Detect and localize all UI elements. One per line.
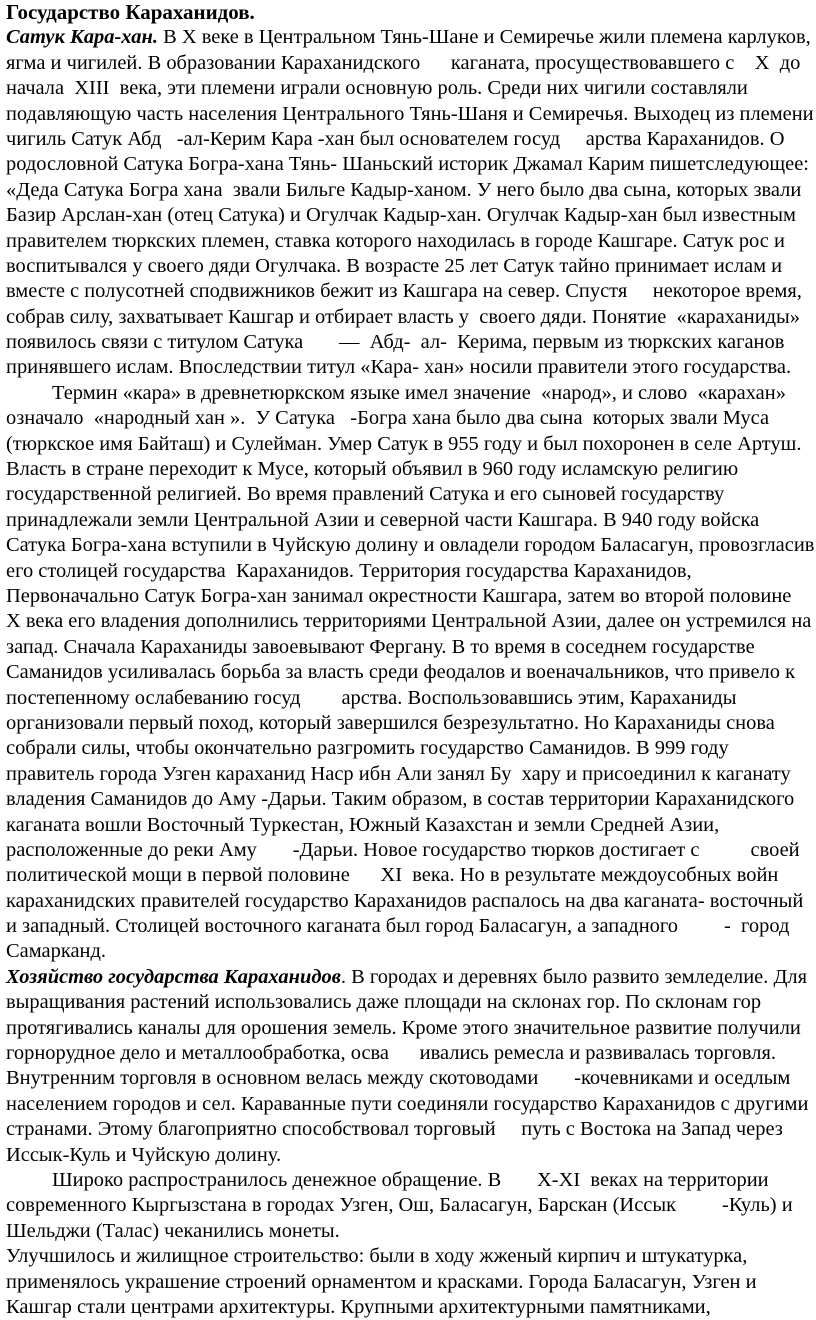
text-line (6, 178, 814, 203)
text-line (6, 1016, 814, 1041)
text-line (6, 889, 814, 914)
text-line (6, 990, 814, 1015)
line-text: собрав силу, захватывает Кашгар и отбирает власть у своего дяди. Понятие «караханиды» (6, 305, 801, 328)
line-text: каганата вошли Восточный Туркестан, Южный Казахстан и земли Средней Азии, (6, 813, 720, 836)
line-text: караханидских правителей государство Караханидов распалось на два каганата- восточный (6, 889, 804, 912)
line-text: появилось связи с титулом Сатука — Абд- ал- Керима, первым из тюркских каганов (6, 331, 785, 354)
text-line (6, 457, 814, 482)
line-text: чигиль Сатук Абд -ал-Керим Кара -хан был основателем госуд арства Караханидов. О (6, 127, 785, 150)
document-body (6, 25, 816, 1320)
line-text: населением городов и сел. Караванные пути соединяли государство Караханидов с другими (6, 1092, 809, 1115)
text-line (6, 482, 814, 507)
text-line (6, 711, 814, 736)
text-line (6, 1244, 814, 1269)
text-line (6, 355, 814, 380)
text-line (6, 736, 814, 761)
line-text: воспитывался у своего дяди Огулчака. В возрасте 25 лет Сатук тайно принимает ислам и (6, 254, 783, 277)
text-line (6, 381, 814, 406)
text-line (6, 51, 814, 76)
text-line (6, 1143, 814, 1168)
line-text: современного Кыргызстана в городах Узген, Ош, Баласагун, Барскан (Иссык -Куль) и (6, 1194, 793, 1217)
text-line (6, 1193, 814, 1218)
section-heading: Хозяйство государства Караханидов (6, 965, 341, 988)
text-line (6, 1219, 814, 1244)
text-line (6, 76, 814, 101)
line-text: протягивались каналы для орошения земель. Кроме этого значительное развитие получили (6, 1016, 801, 1039)
line-text: В X веке в Центральном Тянь-Шане и Семиречье жили племена карлуков, (157, 26, 811, 49)
document-page (6, 0, 816, 1320)
text-line (6, 254, 814, 279)
line-text: Власть в стране переходит к Мусе, который объявил в 960 году исламскую религию (6, 458, 739, 481)
text-line (6, 762, 814, 787)
line-text: принадлежали земли Центральной Азии и северной части Кашгара. В 940 году войска (6, 508, 760, 531)
text-line (6, 330, 814, 355)
text-line (6, 635, 814, 660)
text-line (6, 863, 814, 888)
line-text: Базир Арслан-хан (отец Сатука) и Огулчак Кадыр-хан. Огулчак Кадыр-хан был известным (6, 204, 796, 227)
text-line (6, 432, 814, 457)
line-text: Кашгар стали центрами архитектуры. Крупными архитектурными памятниками, (6, 1295, 711, 1318)
line-text: Улучшилось и жилищное строительство: были в ходу жженый кирпич и штукатурка, (6, 1245, 748, 1268)
line-text: Шельджи (Талас) чеканились монеты. (6, 1219, 340, 1242)
text-line (6, 939, 814, 964)
text-line (6, 1092, 814, 1117)
text-line (6, 127, 814, 152)
document-title: Государство Караханидов. (6, 0, 255, 24)
text-line (6, 508, 814, 533)
text-line (6, 305, 814, 330)
text-line (6, 1066, 814, 1091)
line-text: ягма и чигилей. В образовании Караханидского каганата, просуществовавшего с X до (6, 51, 801, 74)
line-text: означало «народный хан ». У Сатука -Богра хана было два сына которых звали Муса (6, 407, 770, 430)
line-text: постепенному ослабеванию госуд арства. Воспользовавшись этим, Караханиды (6, 686, 737, 709)
text-line (6, 787, 814, 812)
text-line (6, 813, 814, 838)
line-text: Самарканд. (6, 940, 106, 963)
text-line (6, 1270, 814, 1295)
text-line (6, 533, 814, 558)
line-text: начала XIII века, эти племени играли основную роль. Среди них чигили составляли (6, 77, 748, 100)
line-text: Первоначально Сатук Богра-хан занимал окрестности Кашгара, затем во второй половине (6, 584, 792, 607)
text-line (6, 102, 813, 127)
line-text: государственной религией. Во время правлений Сатука и его сыновей государству (6, 483, 725, 506)
line-text: подавляющую часть населения Центрального Тянь-Шаня и Семиречья. Выходец из племени (6, 102, 814, 125)
line-text: горнорудное дело и металлообработка, осва ивались ремесла и развивалась торговля. (6, 1042, 777, 1065)
text-line (6, 965, 814, 990)
text-line (6, 203, 814, 228)
text-line (6, 584, 814, 609)
line-text: Саманидов усиливалась борьба за власть среди феодалов и военачальников, что привело к (6, 661, 796, 684)
line-text: . В городах и деревнях было развито земледелие. Для (340, 965, 808, 988)
line-text: политической мощи в первой половине XI века. Но в результате междоусобных войн (6, 864, 779, 887)
line-text: Широко распространилось денежное обращение. В X-XI веках на территории (6, 1168, 769, 1191)
line-text: Внутренним торговля в основном велась между скотоводами -кочевниками и оседлым (6, 1067, 791, 1090)
text-line (6, 914, 814, 939)
text-line (6, 559, 814, 584)
text-line (6, 1295, 814, 1320)
line-text: правитель города Узген караханид Наср ибн Али занял Бу хару и присоединил к каганату (6, 762, 791, 785)
line-text: (тюркское имя Байташ) и Сулейман. Умер Сатук в 955 году и был похоронен в селе Артуш. (6, 432, 802, 455)
text-line (6, 1117, 814, 1142)
line-text: выращивания растений использовались даже площади на склонах гор. По склонам гор (6, 991, 762, 1014)
text-line (6, 279, 814, 304)
line-text: вместе с полусотней сподвижников бежит из Кашгара на север. Спустя некоторое время, (6, 280, 802, 303)
text-line (6, 660, 814, 685)
line-text: X века его владения дополнились территориями Центральной Азии, далее он устремился на (6, 610, 812, 633)
line-text: применялось украшение строений орнаментом и красками. Города Баласагун, Узген и (6, 1270, 757, 1293)
line-text: запад. Сначала Караханиды завоевывают Фергану. В то время в соседнем государстве (6, 635, 755, 658)
section-heading: Сатук Кара-хан. (6, 26, 158, 49)
text-line (6, 609, 814, 634)
text-line (6, 229, 814, 254)
text-line (6, 1041, 814, 1066)
line-text: Сатука Богра-хана вступили в Чуйскую долину и овладели городом Баласагун, провозгласив (6, 534, 815, 557)
line-text: странами. Этому благоприятно способствовал торговый путь с Востока на Запад через (6, 1118, 783, 1141)
line-text: Термин «кара» в древнетюркском языке имел значение «народ», и слово «карахан» (6, 381, 786, 404)
line-text: Иссык-Куль и Чуйскую долину. (6, 1143, 282, 1166)
line-text: принявшего ислам. Впоследствии титул «Кара- хан» носили правители этого государства. (6, 356, 792, 379)
line-text: владения Саманидов до Аму -Дарьи. Таким образом, в состав территории Караханидского (6, 788, 795, 811)
text-line (6, 838, 814, 863)
text-line (6, 25, 814, 50)
line-text: расположенные до реки Аму -Дарьи. Новое государство тюрков достигает с своей (6, 838, 800, 861)
text-line (6, 1168, 814, 1193)
line-text: правителем тюркских племен, ставка которого находилась в городе Кашгаре. Сатук рос и (6, 229, 785, 252)
line-text: и западный. Столицей восточного каганата был город Баласагун, а западного - город (6, 915, 790, 938)
line-text: «Деда Сатука Богра хана звали Бильге Кадыр-ханом. У него было два сына, которых звали (6, 178, 802, 201)
text-line (6, 686, 814, 711)
line-text: родословной Сатука Богра-хана Тянь- Шаньский историк Джамал Карим пишетследующее: (6, 153, 809, 176)
line-text: его столицей государства Караханидов. Территория государства Караханидов, (6, 559, 692, 582)
text-line (6, 406, 814, 431)
text-line (6, 152, 814, 177)
line-text: собрали силы, чтобы окончательно разгромить государство Саманидов. В 999 году (6, 737, 729, 760)
line-text: организовали первый поход, который завершился безрезультатно. Но Караханиды снова (6, 711, 775, 734)
